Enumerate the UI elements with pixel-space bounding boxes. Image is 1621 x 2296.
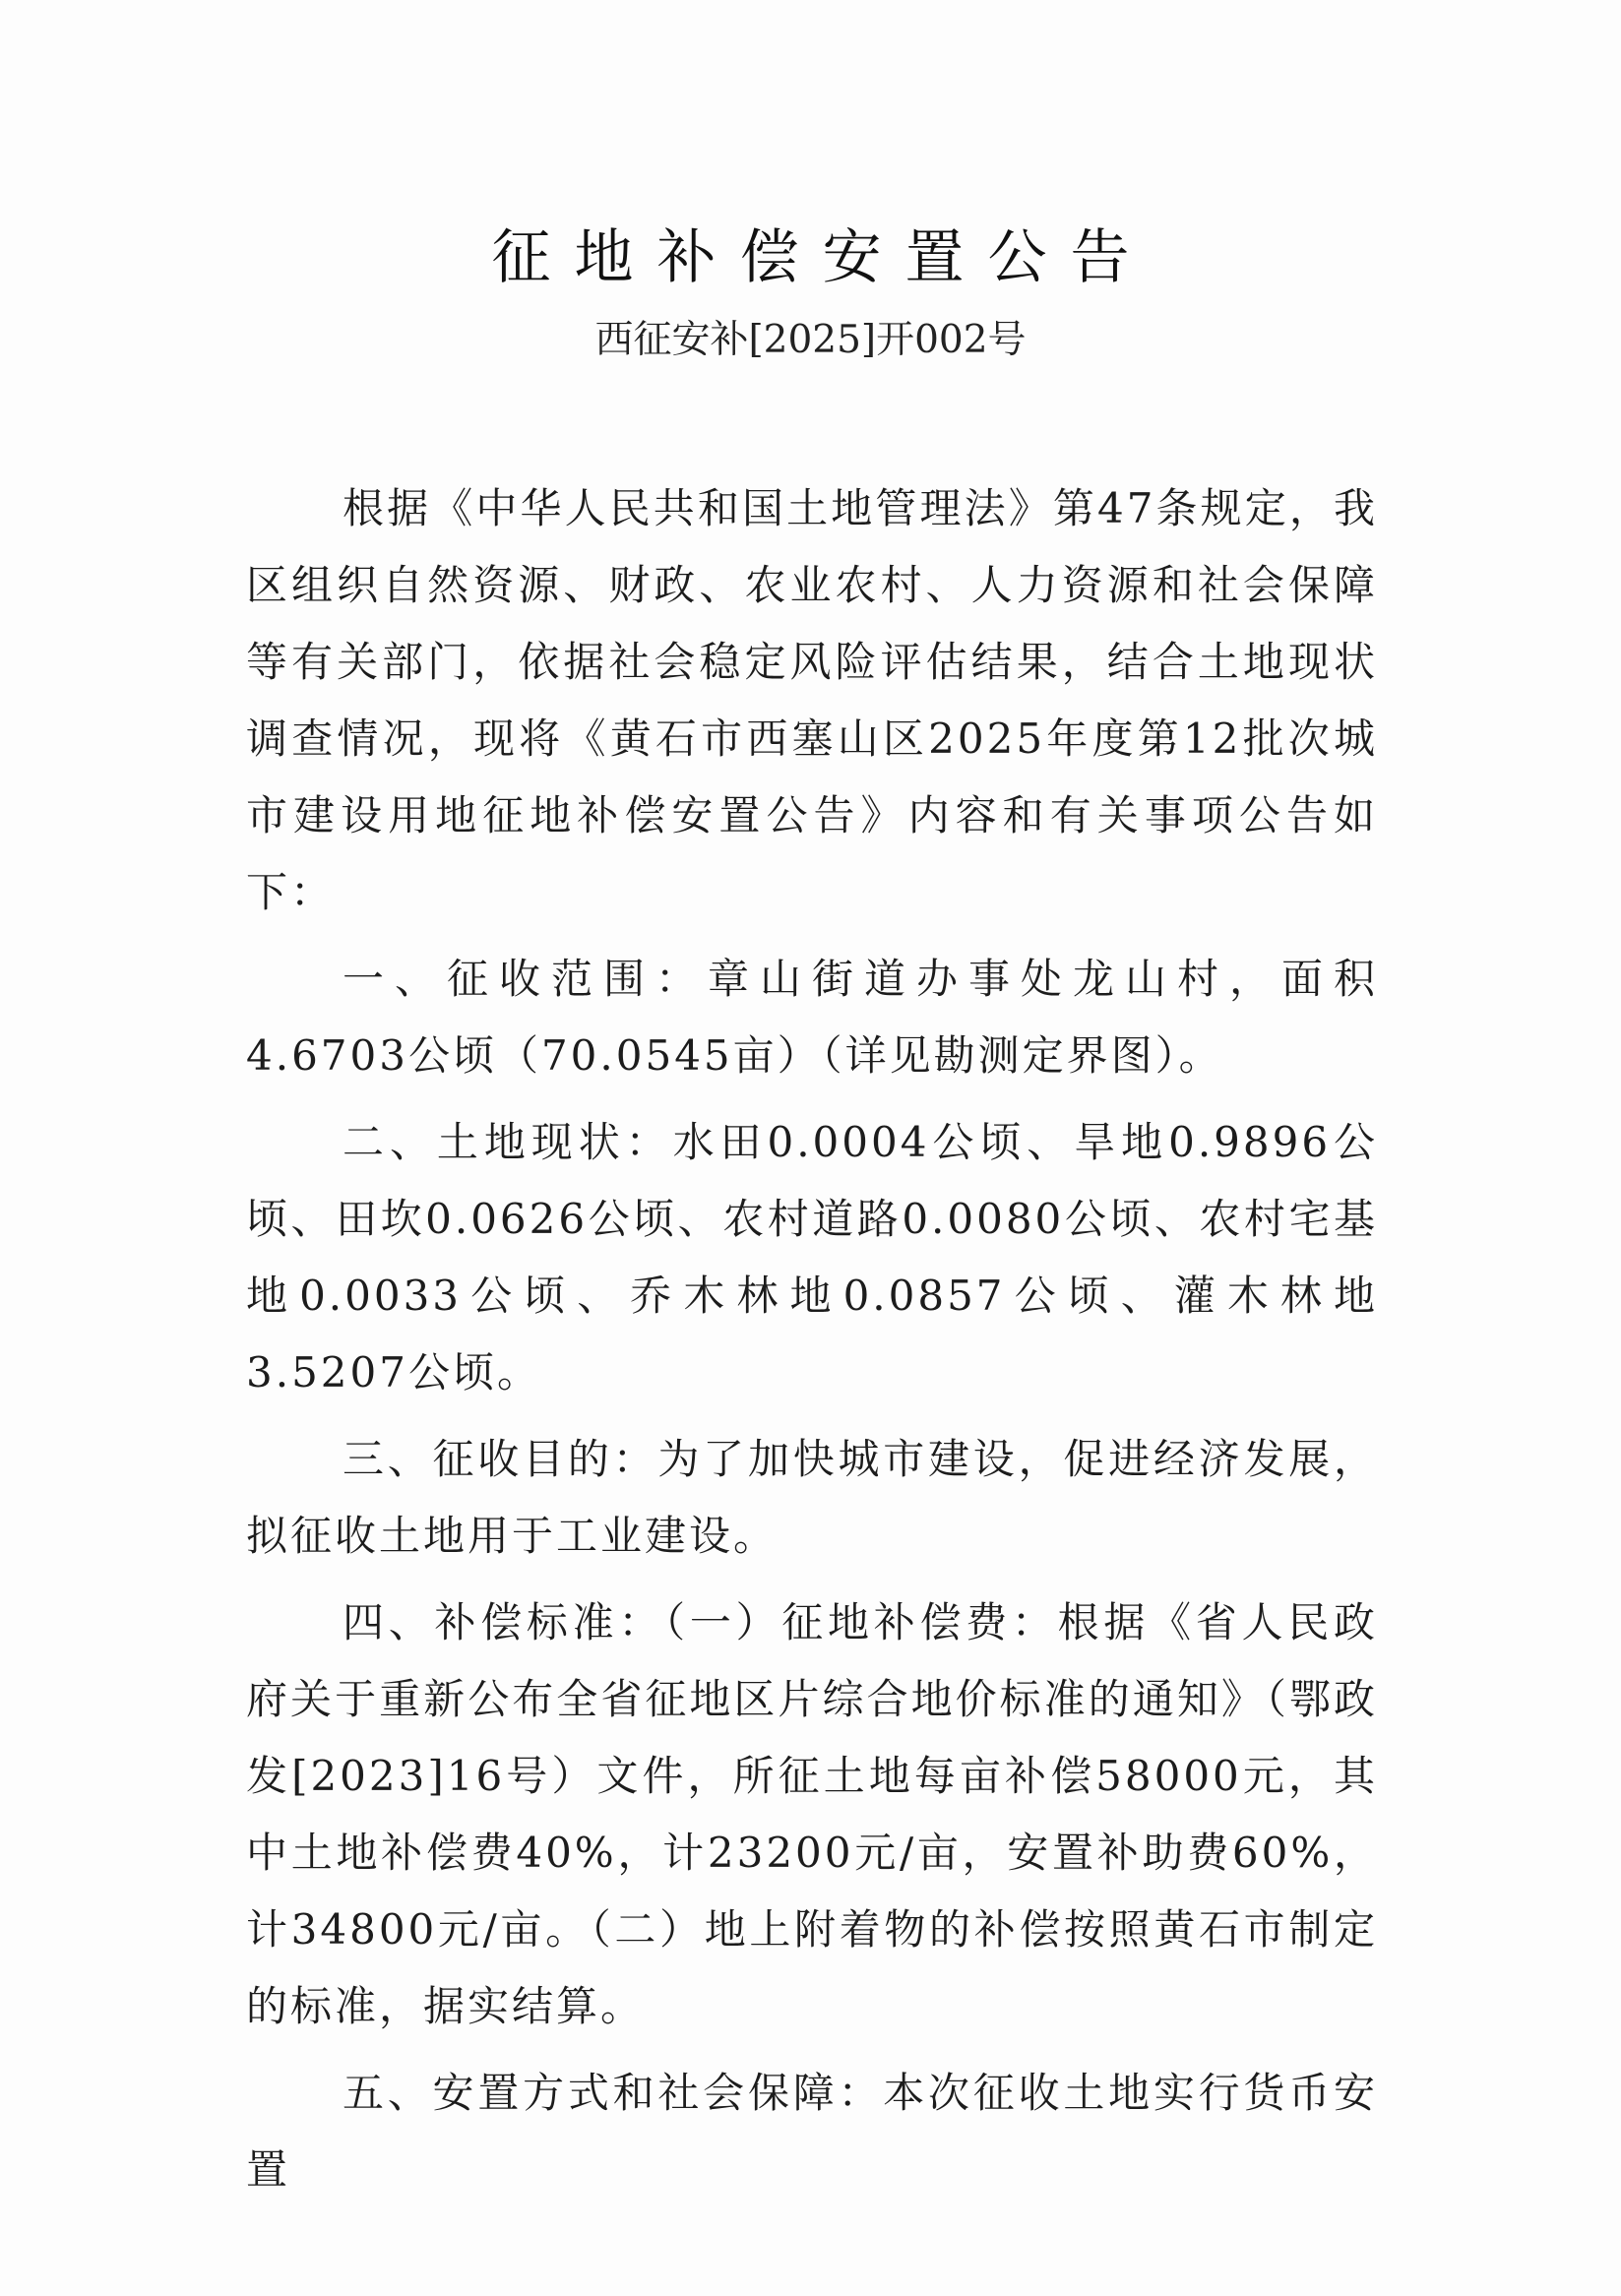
document-body	[246, 470, 1378, 2218]
paragraph-scope: 一、征收范围：章山街道办事处龙山村，面积4.6703公顷（70.0545亩）（详见勘测定界图）。	[246, 955, 1378, 1080]
document-number: 西征安补[2025]开002号	[594, 318, 1027, 362]
paragraph-compensation: 四、补偿标准：（一）征地补偿费：根据《省人民政府关于重新公布全省征地区片综合地价标准的通知》（鄂政发[2023]16号）文件，所征土地每亩补偿58000元，其中土地补偿费40%，计23200元/亩，安置补助费60%，计34800元/亩。（二）地上附着物的补偿按照黄石市制定的标准，据实结算。	[246, 1598, 1378, 2030]
paragraph-intro: 根据《中华人民共和国土地管理法》第47条规定，我区组织自然资源、财政、农业农村、人力资源和社会保障等有关部门，依据社会稳定风险评估结果，结合土地现状调查情况，现将《黄石市西塞山区2025年度第12批次城市建设用地征地补偿安置公告》内容和有关事项公告如下：	[246, 484, 1378, 916]
paragraph-resettlement: 五、安置方式和社会保障：本次征收土地实行货币安置	[246, 2069, 1378, 2194]
paragraph-purpose: 三、征收目的：为了加快城市建设，促进经济发展，拟征收土地用于工业建设。	[246, 1435, 1378, 1560]
paragraph-land-status: 二、土地现状：水田0.0004公顷、旱地0.9896公顷、田坎0.0626公顷、农村道路0.0080公顷、农村宅基地0.0033公顷、乔木林地0.0857公顷、灌木林地3.5207公顷。	[246, 1118, 1378, 1396]
page-title: 征地补偿安置公告	[491, 223, 1153, 292]
